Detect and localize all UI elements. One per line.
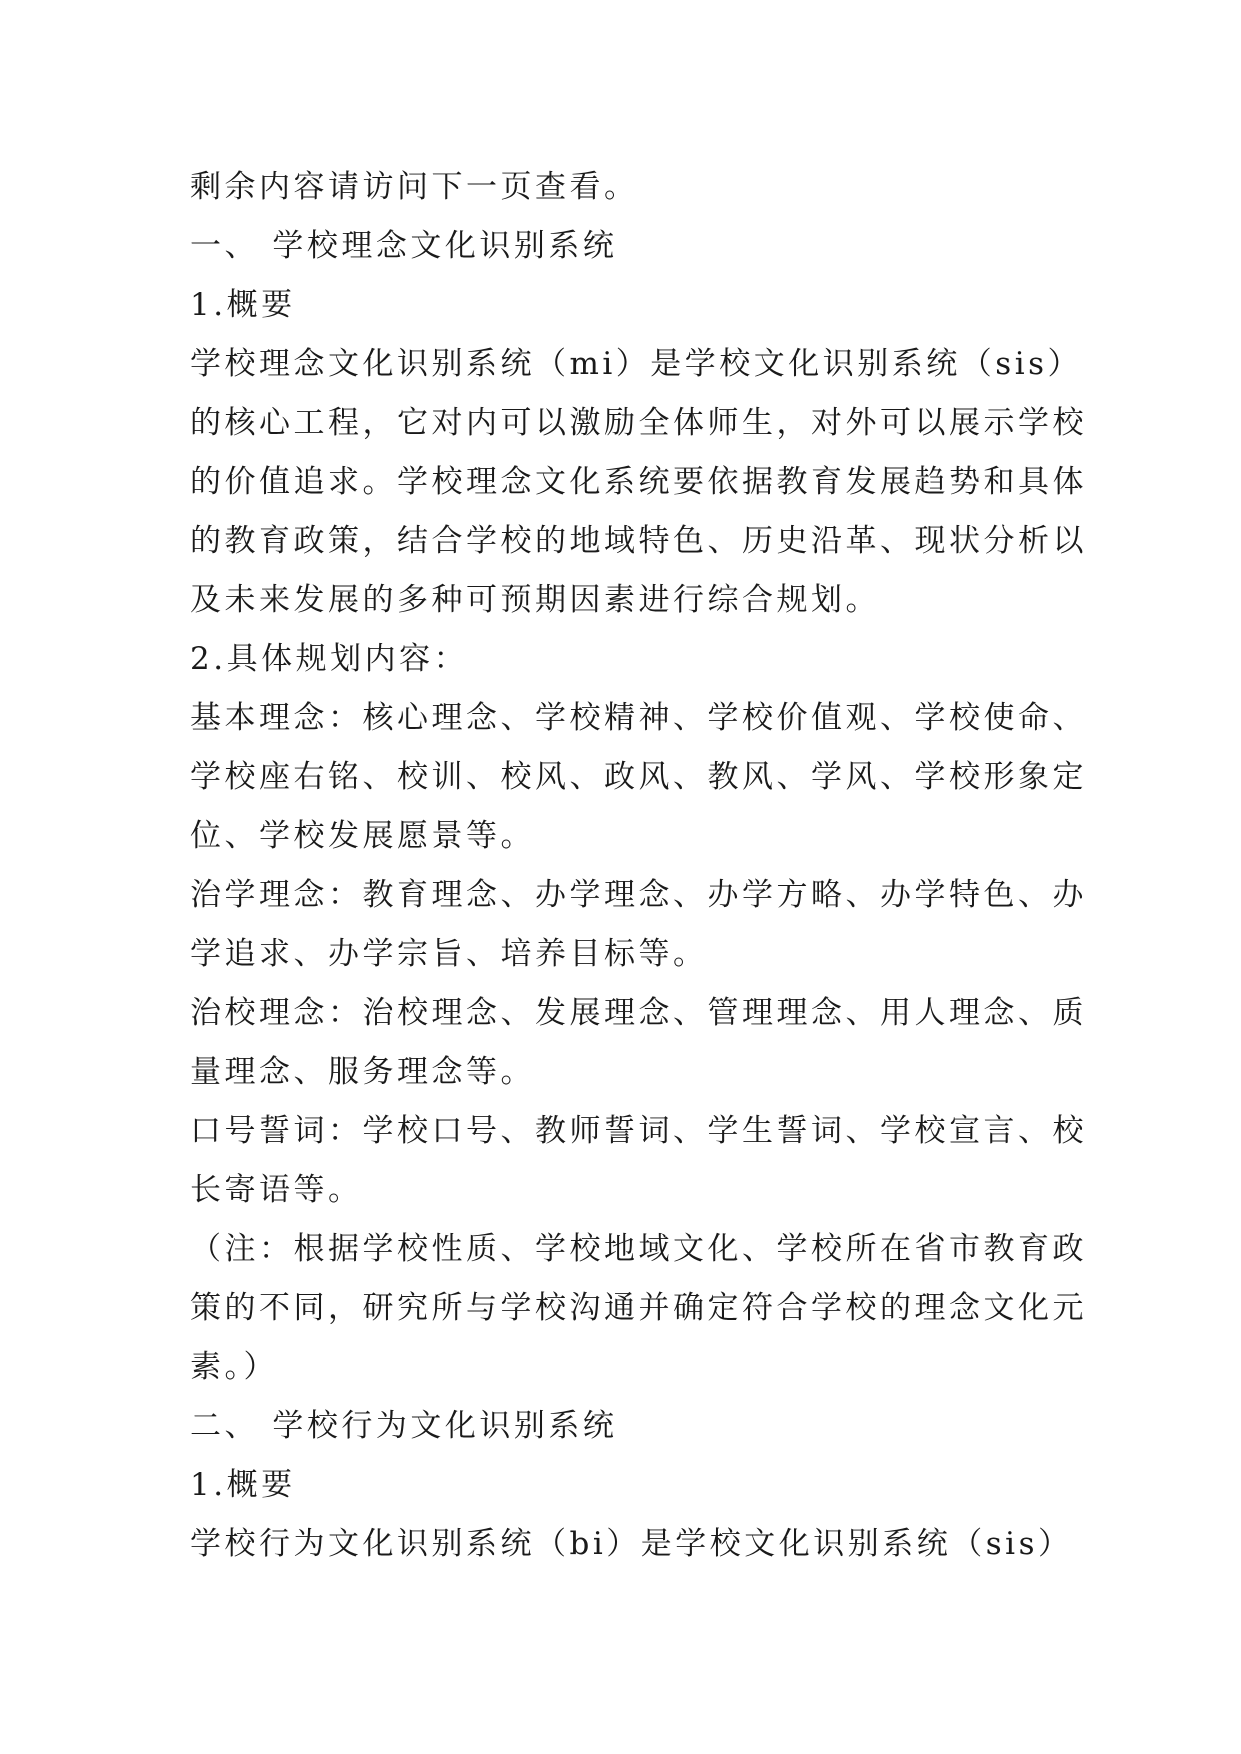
paragraph-line: 量理念、服务理念等。 — [190, 1054, 535, 1090]
paragraph-line: 治校理念：治校理念、发展理念、管理理念、用人理念、质 — [190, 995, 1087, 1031]
paragraph-line: 长寄语等。 — [190, 1172, 363, 1208]
paragraph-line: 学校理念文化识别系统（mi）是学校文化识别系统（sis） — [190, 346, 1083, 382]
paragraph-line: 的价值追求。学校理念文化系统要依据教育发展趋势和具体 — [190, 464, 1087, 500]
paragraph-line: 的核心工程，它对内可以激励全体师生，对外可以展示学校 — [190, 405, 1087, 441]
note-line: （注：根据学校性质、学校地域文化、学校所在省市教育政 — [190, 1231, 1087, 1267]
paragraph-line: 的教育政策，结合学校的地域特色、历史沿革、现状分析以 — [190, 523, 1087, 559]
section-heading-1: 一、 学校理念文化识别系统 — [190, 228, 618, 264]
paragraph-line: 基本理念：核心理念、学校精神、学校价值观、学校使命、 — [190, 700, 1087, 736]
document-body — [190, 158, 1087, 1574]
paragraph-line: 及未来发展的多种可预期因素进行综合规划。 — [190, 582, 880, 618]
continuation-note: 剩余内容请访问下一页查看。 — [190, 169, 639, 205]
paragraph-line: 学校行为文化识别系统（bi）是学校文化识别系统（sis） — [190, 1526, 1073, 1562]
subheading-overview-2: 1.概要 — [190, 1467, 296, 1503]
section-heading-2: 二、 学校行为文化识别系统 — [190, 1408, 618, 1444]
paragraph-line: 位、学校发展愿景等。 — [190, 818, 535, 854]
subheading-plan-content: 2.具体规划内容： — [190, 641, 469, 677]
note-line: 素。） — [190, 1349, 278, 1385]
paragraph-line: 学追求、办学宗旨、培养目标等。 — [190, 936, 708, 972]
subheading-overview-1: 1.概要 — [190, 287, 296, 323]
paragraph-line: 治学理念：教育理念、办学理念、办学方略、办学特色、办 — [190, 877, 1087, 913]
paragraph-line: 口号誓词：学校口号、教师誓词、学生誓词、学校宣言、校 — [190, 1113, 1087, 1149]
paragraph-line: 学校座右铭、校训、校风、政风、教风、学风、学校形象定 — [190, 759, 1087, 795]
note-line: 策的不同，研究所与学校沟通并确定符合学校的理念文化元 — [190, 1290, 1087, 1326]
